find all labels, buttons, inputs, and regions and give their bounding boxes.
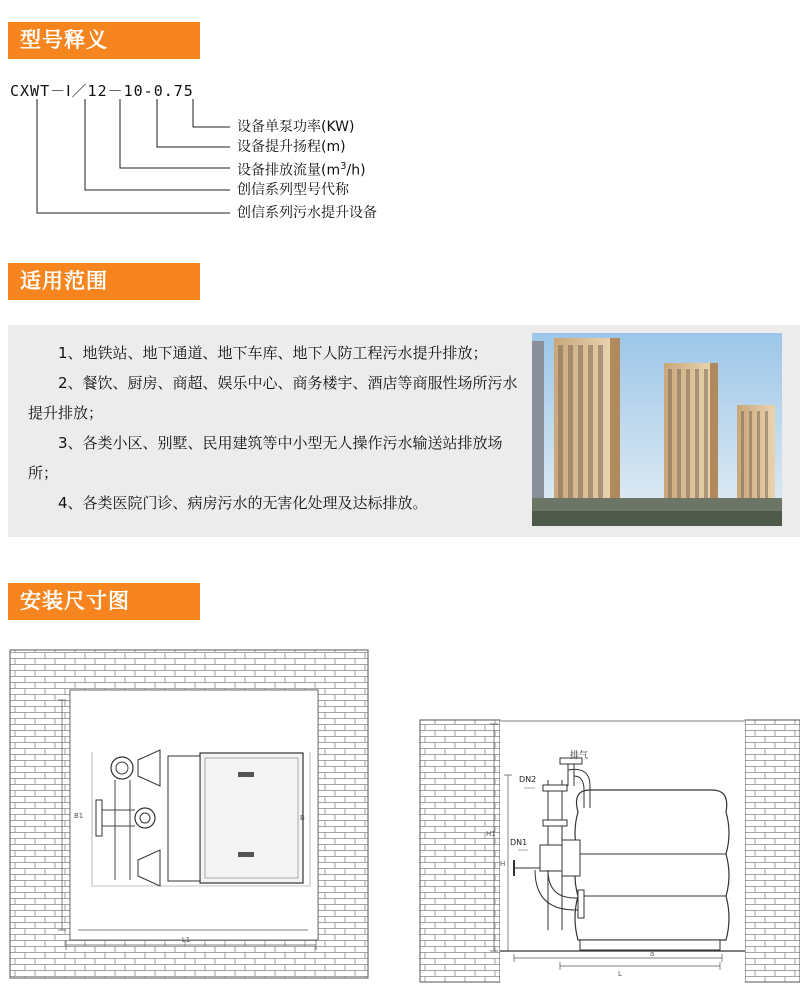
model-explanation-power: 设备单泵功率(KW) [237,119,355,135]
model-code: CXWT－Ⅰ／12－10-0.75 [10,82,194,100]
model-leader-lines [0,0,800,240]
scope-item: 2、餐饮、厨房、商超、娱乐中心、商务楼宇、酒店等商服性场所污水提升排放； [28,374,518,422]
scope-item: 4、各类医院门诊、病房污水的无害化处理及达标排放。 [58,494,428,512]
dim-label-a: a [650,950,655,958]
elevation-view-drawing [420,720,800,982]
label-dn2: DN2 [519,775,537,784]
model-explanation-series-name: 创信系列污水提升设备 [237,205,377,221]
model-explanation-head: 设备提升扬程(m) [237,139,346,155]
installation-drawings [0,640,800,996]
section-header-model: 型号释义 [8,22,200,59]
dim-label-b: B [300,814,305,822]
dim-label-l: L [618,970,622,978]
dim-label-b1: B1 [74,812,84,820]
scope-item: 1、地铁站、地下通道、地下车库、地下人防工程污水提升排放； [58,344,488,362]
dim-label-h1: H1 [486,830,496,838]
plan-view-drawing [10,650,368,978]
scope-list [28,338,518,518]
dim-label-l1: L1 [181,936,191,944]
scope-item: 3、各类小区、别墅、民用建筑等中小型无人操作污水输送站排放场所； [28,434,503,482]
label-vent: 排气 [570,751,589,761]
building-photo [532,333,782,526]
label-dn1: DN1 [510,838,528,847]
dim-label-h: H [500,860,506,868]
section-header-install: 安装尺寸图 [8,583,200,620]
model-explanation-flow: 设备排放流量$(m^3/h)$ [237,161,366,179]
model-explanation-series-code: 创信系列型号代称 [237,182,349,198]
section-header-scope: 适用范围 [8,263,200,300]
